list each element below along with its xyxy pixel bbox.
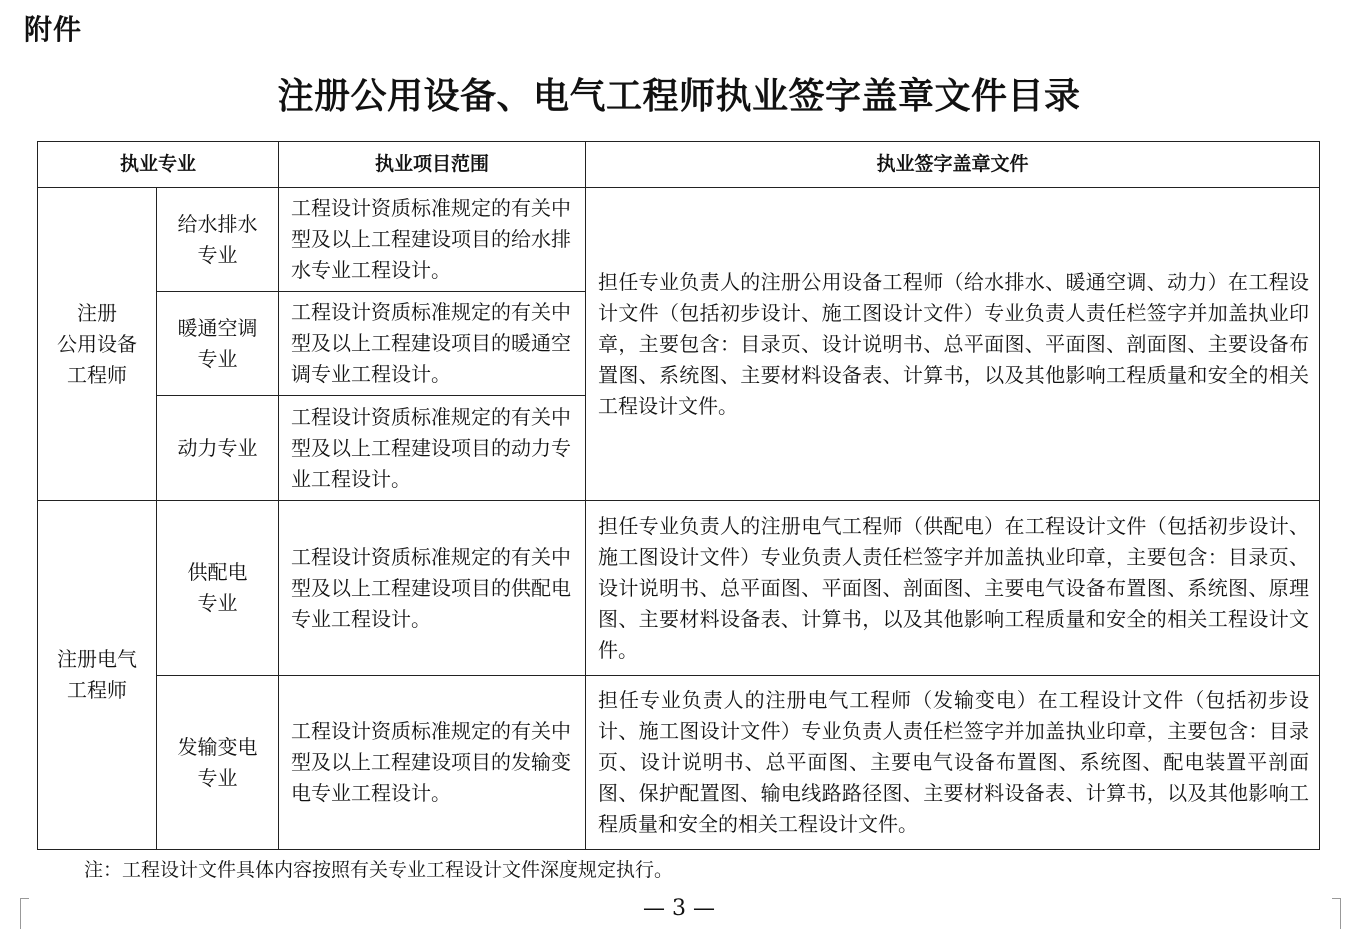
specialty-line: 专业 [197,765,238,790]
scope-cell: 工程设计资质标准规定的有关中型及以上工程建设项目的供配电专业工程设计。 [279,501,586,676]
category-line: 公用设备 [57,331,137,356]
specialty-cell-hvac [157,292,279,396]
scope-cell: 工程设计资质标准规定的有关中型及以上工程建设项目的发输变电专业工程设计。 [279,676,586,850]
column-header-documents: 执业签字盖章文件 [586,142,1320,188]
column-header-specialty: 执业专业 [38,142,279,188]
specialty-line: 暖通空调 [177,315,258,340]
table-row [38,676,1320,850]
scope-cell: 工程设计资质标准规定的有关中型及以上工程建设项目的暖通空调专业工程设计。 [279,292,586,396]
specialty-line: 供配电 [187,560,248,584]
specialty-line: 专业 [197,242,238,267]
specialty-cell-power-transmission [157,676,279,850]
document-title: 注册公用设备、电气工程师执业签字盖章文件目录 [277,76,1081,117]
documents-cell-public-equipment: 担任专业负责人的注册公用设备工程师（给水排水、暖通空调、动力）在工程设计文件（包括初步设计、施工图设计文件）专业负责人责任栏签字并加盖执业印章，主要包含：目录页、设计说明书、总平面图、平面图、剖面图、主要设备布置图、系统图、主要材料设备表、计算书，以及其他影响工程质量和安全的相关工程设计文件。 [586,188,1320,501]
specialty-line: 给水排水 [177,211,258,236]
category-line: 注册电气 [57,647,137,671]
category-line: 工程师 [67,362,127,387]
specialty-line: 发输变电 [177,734,258,759]
column-header-scope: 执业项目范围 [279,142,586,188]
table-row [38,501,1320,676]
crop-mark-right [1332,898,1341,929]
page-number: — 3 — [643,896,715,921]
category-cell-public-equipment [38,188,157,501]
scope-cell: 工程设计资质标准规定的有关中型及以上工程建设项目的动力专业工程设计。 [279,396,586,501]
specialty-line: 专业 [197,346,238,371]
specialty-cell-water-supply [157,188,279,292]
table-row [38,188,1320,292]
specialty-cell-power-distribution [157,501,279,676]
specialty-line: 动力专业 [177,435,258,460]
category-line: 工程师 [67,678,127,702]
specialty-line: 专业 [197,591,238,615]
category-cell-electrical [38,501,157,850]
table-header-row [38,142,1320,188]
scope-cell: 工程设计资质标准规定的有关中型及以上工程建设项目的给水排水专业工程设计。 [279,188,586,292]
crop-mark-left [20,898,29,929]
specialty-cell-power [157,396,279,501]
documents-cell-power-distribution: 担任专业负责人的注册电气工程师（供配电）在工程设计文件（包括初步设计、施工图设计文件）专业负责人责任栏签字并加盖执业印章，主要包含：目录页、设计说明书、总平面图、平面图、剖面图、主要电气设备布置图、系统图、原理图、主要材料设备表、计算书，以及其他影响工程质量和安全的相关工程设计文件。 [586,501,1320,676]
documents-cell-power-transmission: 担任专业负责人的注册电气工程师（发输变电）在工程设计文件（包括初步设计、施工图设计文件）专业负责人责任栏签字并加盖执业印章，主要包含：目录页、设计说明书、总平面图、主要电气设备布置图、系统图、配电装置平剖面图、保护配置图、输电线路路径图、主要材料设备表、计算书，以及其他影响工程质量和安全的相关工程设计文件。 [586,676,1320,850]
signature-document-table [37,141,1320,850]
category-line: 注册 [77,300,117,325]
attachment-label: 附件 [24,13,83,46]
footnote: 注：工程设计文件具体内容按照有关专业工程设计文件深度规定执行。 [84,859,674,881]
